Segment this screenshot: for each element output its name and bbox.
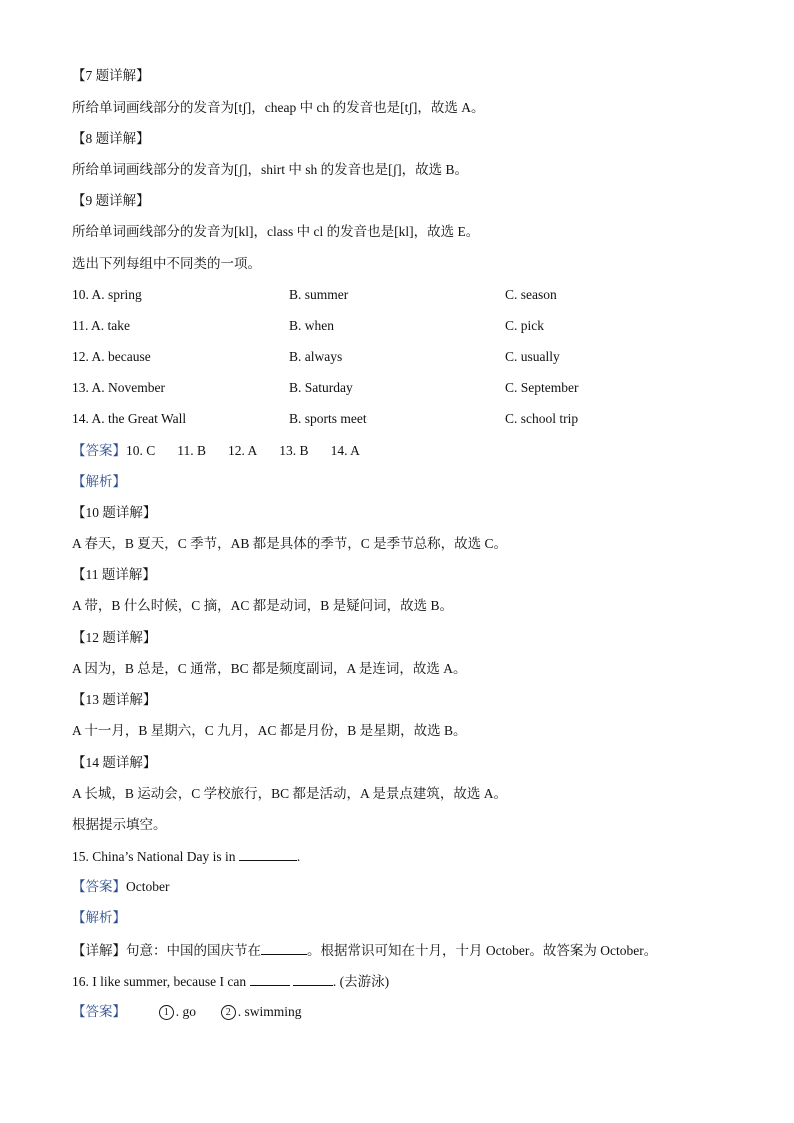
q8-detail-heading: 【8 题详解】 [72, 131, 150, 146]
q12-detail-text: A 因为，B 总是，C 通常，BC 都是频度副词，A 是连词，故选 A。 [72, 661, 467, 676]
q16-answer [72, 1003, 302, 1021]
q8-detail-text: 所给单词画线部分的发音为[ʃ]，shirt 中 sh 的发音也是[ʃ]，故选 B。 [72, 162, 468, 177]
answer-item: 10. C [126, 443, 156, 458]
q11-detail-heading: 【11 题详解】 [72, 567, 156, 582]
q14-detail-heading: 【14 题详解】 [72, 755, 157, 770]
q14-detail-text: A 长城，B 运动会，C 学校旅行，BC 都是活动，A 是景点建筑，故选 A。 [72, 786, 508, 801]
q9-detail-text: 所给单词画线部分的发音为[kl]，class 中 cl 的发音也是[kl]，故选 E。 [72, 224, 480, 239]
answer-blank [293, 972, 333, 986]
option-c: C. pick [505, 318, 544, 333]
q16-question [72, 972, 389, 991]
option-b: B. always [289, 349, 343, 364]
option-b: B. sports meet [289, 411, 367, 426]
answer-item: 13. B [279, 443, 309, 458]
q15-detail-pre: 句意：中国的国庆节在 [126, 943, 261, 958]
q15-end: . [296, 849, 301, 864]
answer-item: 14. A [330, 443, 360, 458]
q7-detail-heading: 【7 题详解】 [72, 68, 150, 83]
option-b: B. Saturday [289, 380, 353, 395]
section-odd-instruction: 选出下列每组中不同类的一项。 [72, 256, 261, 271]
option-a: 10. A. spring [72, 287, 142, 302]
q13-detail-text: A 十一月，B 星期六，C 九月，AC 都是月份，B 是星期，故选 B。 [72, 723, 467, 738]
q15-detail [72, 941, 657, 960]
q15-text: 15. China’s National Day is in [72, 849, 236, 864]
q7-detail-text: 所给单词画线部分的发音为[tʃ]，cheap 中 ch 的发音也是[tʃ]，故选 A。 [72, 100, 485, 115]
answer-blank [239, 847, 297, 861]
q9-detail-heading: 【9 题详解】 [72, 193, 150, 208]
option-a: 13. A. November [72, 380, 165, 395]
q10-detail-heading: 【10 题详解】 [72, 505, 157, 520]
analysis-tag: 【解析】 [72, 910, 126, 925]
q11-detail-text: A 带，B 什么时候，C 摘，AC 都是动词，B 是疑问词，故选 B。 [72, 598, 454, 613]
option-c: C. September [505, 380, 579, 395]
q16-text: 16. I like summer, because I can [72, 974, 247, 989]
q16-end: . (去游泳) [332, 974, 390, 989]
circled-number-icon: 2 [221, 1005, 236, 1020]
option-a: 12. A. because [72, 349, 151, 364]
option-c: C. usually [505, 349, 560, 364]
answer-blank [250, 972, 290, 986]
option-b: B. when [289, 318, 334, 333]
q12-detail-heading: 【12 题详解】 [72, 630, 157, 645]
analysis-tag: 【解析】 [72, 474, 126, 489]
q15-detail-post: 。根据常识可知在十月，十月 October。故答案为 October。 [307, 943, 658, 958]
q16-answer-1: . go [175, 1004, 196, 1019]
answer-tag: 【答案】 [72, 1004, 126, 1019]
answer-item: 11. B [177, 443, 207, 458]
q10-detail-text: A 春天，B 夏天，C 季节，AB 都是具体的季节，C 是季节总称，故选 C。 [72, 536, 508, 551]
option-c: C. school trip [505, 411, 579, 426]
q15-answer-value: October [126, 879, 170, 894]
option-c: C. season [505, 287, 557, 302]
q15-answer [72, 878, 169, 896]
answer-tag: 【答案】 [72, 879, 126, 894]
q15-question [72, 847, 300, 866]
option-a: 14. A. the Great Wall [72, 411, 187, 426]
detail-tag: 【详解】 [72, 943, 126, 958]
answer-item: 12. A [228, 443, 258, 458]
odd-answers [72, 442, 382, 460]
answer-tag: 【答案】 [72, 443, 126, 458]
q16-answer-2: . swimming [237, 1004, 302, 1019]
section-fill-instruction: 根据提示填空。 [72, 817, 167, 832]
option-a: 11. A. take [72, 318, 130, 333]
circled-number-icon: 1 [159, 1005, 174, 1020]
q13-detail-heading: 【13 题详解】 [72, 692, 157, 707]
option-b: B. summer [289, 287, 349, 302]
answer-blank [261, 941, 307, 955]
